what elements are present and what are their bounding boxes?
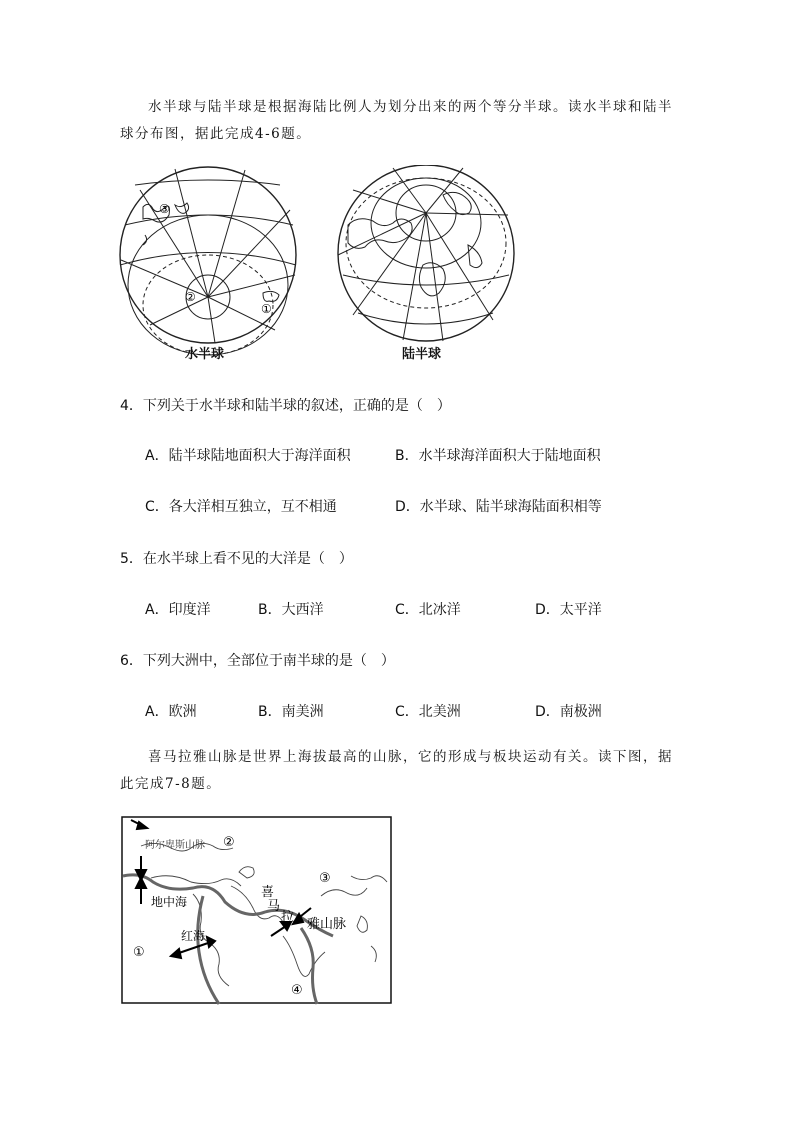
marker-2: ② xyxy=(185,290,196,304)
q5-option-b[interactable]: B．大西洋 xyxy=(258,602,324,618)
intro2-line-2: 此完成7-8题。 xyxy=(120,776,222,792)
q4-option-c[interactable]: C．各大洋相互独立，互不相通 xyxy=(145,499,337,515)
land-hemisphere-label: 陆半球 xyxy=(402,347,442,362)
water-hemisphere-map xyxy=(115,165,305,365)
label-red-sea: 红海 xyxy=(181,929,206,943)
label-mediterranean: 地中海 xyxy=(151,895,188,909)
label-plate-4: ④ xyxy=(291,983,303,998)
label-himalaya-3: 拉 xyxy=(281,910,295,925)
label-plate-3: ③ xyxy=(319,871,331,886)
label-himalaya-2: 马 xyxy=(267,899,281,914)
question-5-stem: 5．在水半球上看不见的大洋是（ ） xyxy=(120,551,353,567)
q5-option-c[interactable]: C．北冰洋 xyxy=(395,602,461,618)
q4-option-b[interactable]: B．水半球海洋面积大于陆地面积 xyxy=(395,448,601,464)
label-alps: 阿尔卑斯山脉 xyxy=(145,840,205,851)
label-himalaya-1: 喜 xyxy=(261,885,275,900)
q6-option-a[interactable]: A．欧洲 xyxy=(145,704,197,720)
q6-option-c[interactable]: C．北美洲 xyxy=(395,704,461,720)
question-4-stem: 4．下列关于水半球和陆半球的叙述，正确的是（ ） xyxy=(120,398,451,414)
q5-option-d[interactable]: D．太平洋 xyxy=(535,602,602,618)
q6-option-d[interactable]: D．南极洲 xyxy=(535,704,602,720)
intro-line-1: 水半球与陆半球是根据海陆比例人为划分出来的两个等分半球。读水半球和陆半 xyxy=(148,99,673,115)
water-hemisphere-label: 水半球 xyxy=(185,347,225,362)
himalaya-plate-map xyxy=(121,816,393,1006)
question-6-stem: 6．下列大洲中，全部位于南半球的是（ ） xyxy=(120,653,395,669)
label-plate-1: ① xyxy=(133,945,145,960)
intro2-line-1: 喜马拉雅山脉是世界上海拔最高的山脉，它的形成与板块运动有关。读下图，据 xyxy=(148,749,673,765)
label-plate-2: ② xyxy=(223,835,235,850)
intro-line-2: 球分布图，据此完成4-6题。 xyxy=(120,126,312,142)
q4-option-d[interactable]: D．水半球、陆半球海陆面积相等 xyxy=(395,499,602,515)
marker-3: ③ xyxy=(159,202,170,216)
q4-option-a[interactable]: A．陆半球陆地面积大于海洋面积 xyxy=(145,448,351,464)
marker-1: ① xyxy=(261,302,272,316)
land-hemisphere-map xyxy=(333,165,523,365)
q6-option-b[interactable]: B．南美洲 xyxy=(258,704,324,720)
label-himalaya-4: 雅山脉 xyxy=(307,917,347,932)
q5-option-a[interactable]: A．印度洋 xyxy=(145,602,211,618)
